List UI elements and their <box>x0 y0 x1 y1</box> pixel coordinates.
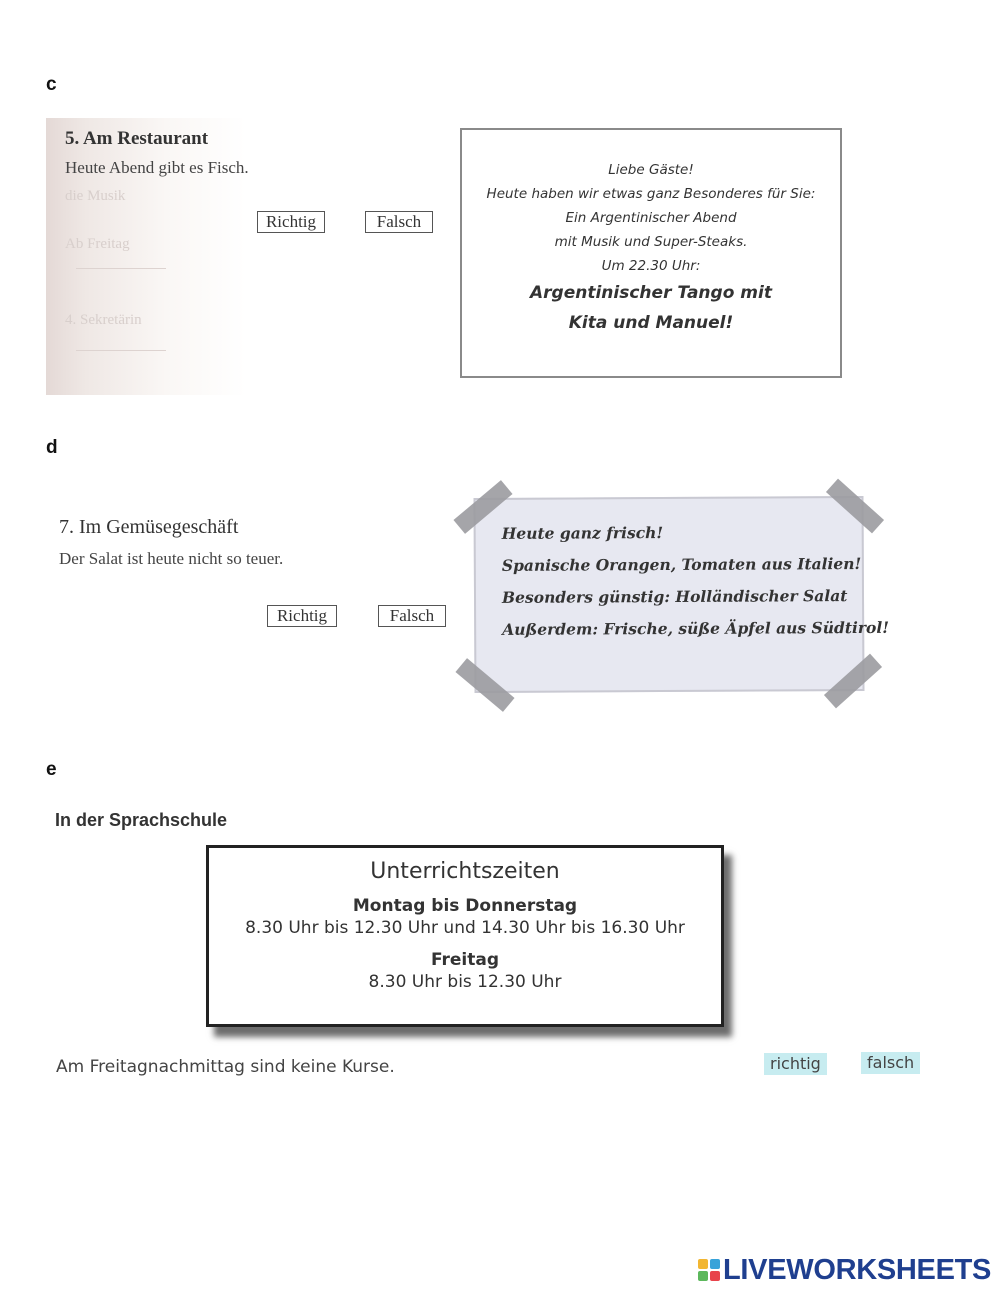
logo-icon <box>698 1259 720 1281</box>
note-line: Außerdem: Frische, süße Äpfel aus Südtirol! <box>502 617 890 639</box>
faded-line: Ab Freitag <box>65 236 130 252</box>
statement-c: Heute Abend gibt es Fisch. <box>65 158 249 177</box>
task-title-d: 7. Im Gemüsegeschäft <box>59 516 239 538</box>
faded-rule <box>76 350 166 351</box>
notice-line: Um 22.30 Uhr: <box>601 258 701 274</box>
logo-block <box>710 1271 720 1281</box>
timetable-title: Unterrichtszeiten <box>370 859 560 884</box>
section-letter-d: d <box>46 437 58 458</box>
answer-false-c[interactable]: Falsch <box>365 211 433 233</box>
note-line: Spanische Orangen, Tomaten aus Italien! <box>501 553 862 575</box>
answer-true-c[interactable]: Richtig <box>257 211 325 233</box>
liveworksheets-logo <box>698 1253 991 1287</box>
notice-line: Heute haben wir etwas ganz Besonderes für Sie: <box>486 186 816 202</box>
statement-d: Der Salat ist heute nicht so teuer. <box>59 549 284 568</box>
answer-false-d[interactable]: Falsch <box>378 605 446 627</box>
faded-rule <box>76 268 166 269</box>
notice-highlight-line: Argentinischer Tango mit <box>530 283 772 303</box>
faded-line: die Musik <box>65 188 126 204</box>
section-letter-c: c <box>46 74 57 95</box>
logo-block <box>698 1259 708 1269</box>
timetable-day: Freitag <box>430 950 500 970</box>
note-line: Heute ganz frisch! <box>501 523 664 543</box>
faded-line: 4. Sekretärin <box>65 312 142 328</box>
notice-line: mit Musik und Super-Steaks. <box>554 234 748 250</box>
answer-true-d[interactable]: Richtig <box>267 605 337 627</box>
timetable-sign <box>206 845 724 1027</box>
task-title-c: 5. Am Restaurant <box>65 128 209 149</box>
notice-highlight-line: Kita und Manuel! <box>568 313 734 333</box>
timetable-time: 8.30 Uhr bis 12.30 Uhr und 14.30 Uhr bis 16.30 Uhr <box>245 918 685 938</box>
logo-text: LIVEWORKSHEETS <box>723 1253 992 1286</box>
note-line: Besonders günstig: Holländischer Salat <box>501 586 848 607</box>
timetable-day: Montag bis Donnerstag <box>352 896 578 916</box>
restaurant-notice <box>460 128 842 378</box>
statement-e: Am Freitagnachmittag sind keine Kurse. <box>56 1057 395 1077</box>
logo-block <box>710 1259 720 1269</box>
answer-true-e[interactable]: richtig <box>764 1053 827 1075</box>
logo-block <box>698 1271 708 1281</box>
scan-c-image <box>46 118 446 395</box>
section-letter-e: e <box>46 759 57 780</box>
heading-e: In der Sprachschule <box>55 810 228 830</box>
timetable-time: 8.30 Uhr bis 12.30 Uhr <box>368 972 562 992</box>
notice-line: Liebe Gäste! <box>608 162 694 178</box>
vegetable-shop-note <box>473 496 890 693</box>
notice-line: Ein Argentinischer Abend <box>565 210 737 226</box>
answer-false-e[interactable]: falsch <box>861 1052 920 1074</box>
